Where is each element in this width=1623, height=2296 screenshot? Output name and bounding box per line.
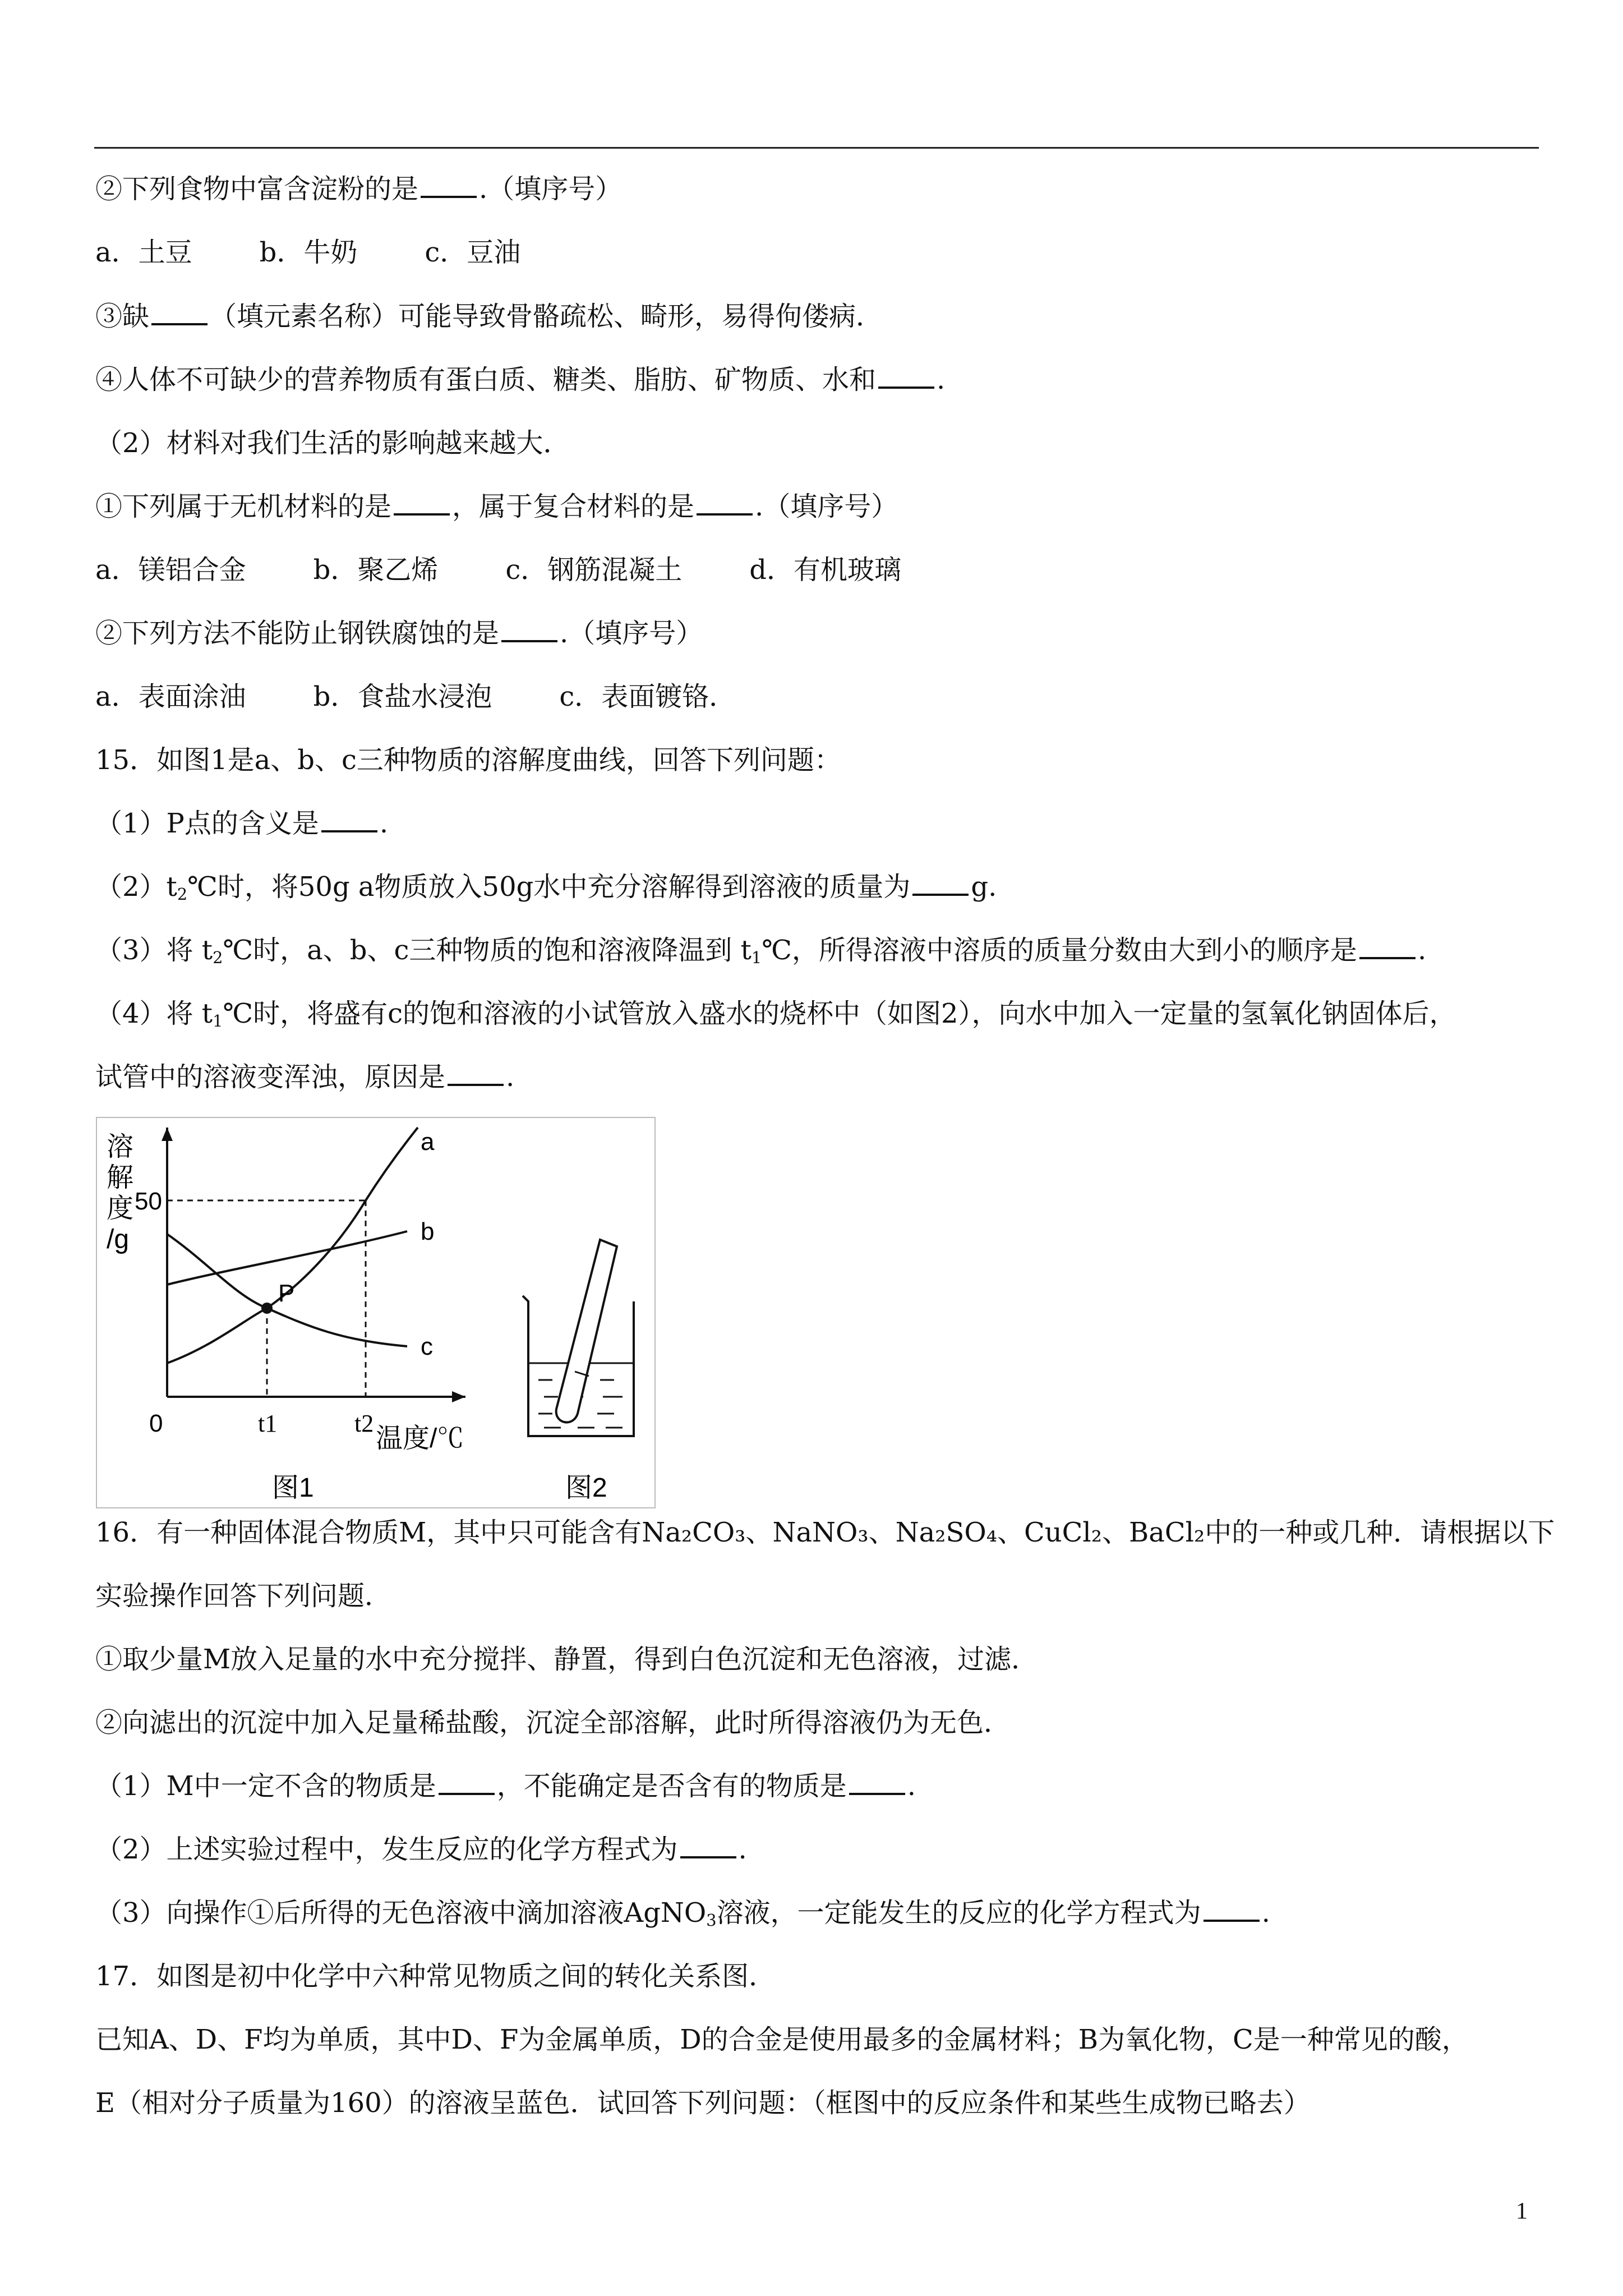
q14-item2-suffix: .（填序号）: [479, 173, 623, 205]
q16-p1: [95, 1768, 916, 1804]
q14-part2-item1-options: [95, 552, 901, 588]
q14-part2-item2: [95, 615, 703, 651]
curve-b: [167, 1231, 407, 1285]
q14-part2-item2-options: [95, 679, 736, 715]
answer-blank[interactable]: [1204, 1895, 1260, 1922]
q15-p1-suffix: .: [379, 808, 389, 839]
point-p-label: P: [278, 1280, 295, 1307]
option-a: a．镁铝合金: [95, 554, 246, 586]
q16-stem-text: 16．有一种固体混合物质M，其中只可能含有: [95, 1517, 642, 1548]
caption-figure-2: 图2: [565, 1473, 607, 1503]
ylabel-char: /g: [107, 1225, 130, 1254]
x-tick-t2: t2: [354, 1410, 374, 1437]
q16-p2-text: （2）上述实验过程中，发生反应的化学方程式为: [95, 1834, 678, 1865]
curve-c-label: c: [421, 1333, 433, 1360]
origin-label: 0: [149, 1410, 163, 1437]
answer-blank[interactable]: [439, 1768, 495, 1795]
q16-step1: ①取少量M放入足量的水中充分搅拌、静置，得到白色沉淀和无色溶液，过滤．: [95, 1644, 1039, 1675]
q14-item4-suffix: .: [937, 364, 946, 395]
solubility-figure: [95, 1116, 656, 1509]
option-b: b．聚乙烯: [313, 554, 439, 586]
subscript: 1: [213, 1011, 223, 1031]
q16-p3-text: （3）向操作①后所得的无色溶液中滴加溶液AgNO: [95, 1897, 707, 1929]
q16-p3-mid: 溶液，一定能发生的反应的化学方程式为: [716, 1897, 1201, 1929]
subscript: 1: [751, 948, 762, 968]
answer-blank[interactable]: [394, 489, 450, 516]
compound: Na₂SO₄: [895, 1517, 998, 1548]
q16-p3-suffix: .: [1261, 1897, 1270, 1929]
q15-p3-mid1: ℃时，a、b、c三种物质的饱和溶液降温到 t: [223, 935, 751, 966]
option-b: b．牛奶: [259, 237, 358, 268]
header-rule: [94, 147, 1539, 149]
q14-part2-item2-text: ②下列方法不能防止钢铁腐蚀的是: [95, 618, 500, 649]
q17-line3: E（相对分子质量为160）的溶液呈蓝色．试回答下列问题：（框图中的反应条件和某些生成物已略去）: [95, 2087, 1311, 2119]
q16-stem-rest: 中的一种或几种．请根据以下: [1205, 1517, 1555, 1548]
subscript: 2: [213, 948, 223, 968]
option-c: c．表面镀铬．: [559, 681, 736, 712]
q15-p4b: [95, 1059, 514, 1095]
q16-p1-mid: ，不能确定是否含有的物质是: [496, 1770, 847, 1802]
q16-p2-suffix: .: [738, 1834, 747, 1865]
q15-p4-rest: ℃时，将盛有c的饱和溶液的小试管放入盛水的烧杯中（如图2），向水中加入一定量的氢氧化钠固体后，: [223, 998, 1456, 1029]
q15-p2-text: （2）t: [95, 871, 177, 903]
q15-p1: [95, 806, 388, 841]
y-tick-50: 50: [135, 1188, 162, 1215]
q15-stem: 15．如图1是a、b、c三种物质的溶解度曲线，回答下列问题：: [95, 744, 841, 776]
test-tube: [556, 1240, 617, 1423]
q17-line2: 已知A、D、F均为单质，其中D、F为金属单质，D的合金是使用最多的金属材料；B为氧化物，C是一种常见的酸，: [95, 2024, 1469, 2055]
ylabel-char: 溶: [107, 1132, 134, 1162]
curve-b-label: b: [421, 1218, 435, 1245]
ylabel-char: 度: [107, 1194, 134, 1223]
answer-blank[interactable]: [421, 171, 477, 198]
option-c: c．钢筋混凝土: [505, 554, 683, 586]
subscript: 3: [706, 1911, 717, 1930]
q14-part2-item1-suffix: .（填序号）: [755, 491, 898, 522]
q16-stem-line1: 16．有一种固体混合物质M，其中只可能含有Na₂CO₃、NaNO₃、Na₂SO₄、CuCl₂、BaCl₂中的一种或几种．请根据以下: [95, 1517, 1555, 1548]
curve-a-label: a: [421, 1128, 435, 1156]
subscript: 2: [177, 885, 188, 904]
answer-blank[interactable]: [680, 1832, 736, 1858]
q14-item4-text: ④人体不可缺少的营养物质有蛋白质、糖类、脂肪、矿物质、水和: [95, 364, 877, 395]
q15-p4b-text: 试管中的溶液变浑浊，原因是: [95, 1061, 446, 1093]
x-axis-arrow: [452, 1391, 465, 1402]
q17-stem: 17．如图是初中化学中六种常见物质之间的转化关系图．: [95, 1961, 776, 1992]
q15-p2-mid: ℃时，将50g a物质放入50g水中充分溶解得到溶液的质量为: [187, 871, 911, 903]
q15-p4-text: （4）将 t: [95, 998, 213, 1029]
q16-p3: [95, 1895, 1270, 1938]
answer-blank[interactable]: [697, 489, 753, 516]
q15-p3-mid2: ℃，所得溶液中溶质的质量分数由大到小的顺序是: [762, 935, 1357, 966]
q15-p3-text: （3）将 t: [95, 935, 213, 966]
q14-part2-item1-mid: ，属于复合材料的是: [452, 491, 695, 522]
q16-p1-suffix: .: [907, 1770, 916, 1802]
q15-p3-suffix: .: [1417, 935, 1427, 966]
q16-p1-text: （1）M中一定不含的物质是: [95, 1770, 436, 1802]
answer-blank[interactable]: [501, 615, 557, 642]
compound: NaNO₃: [772, 1517, 869, 1548]
q14-part2-item1: [95, 489, 898, 524]
q14-part2-item2-suffix: .（填序号）: [560, 618, 703, 649]
y-axis-arrow: [162, 1128, 173, 1141]
page-number: 1: [1516, 2198, 1528, 2224]
q14-part2-item1-text: ①下列属于无机材料的是: [95, 491, 392, 522]
q14-item2-options: [95, 234, 520, 270]
point-p: [261, 1303, 273, 1314]
q16-p2: [95, 1832, 747, 1867]
option-d: d．有机玻璃: [749, 554, 901, 586]
x-tick-t1: t1: [258, 1410, 278, 1437]
answer-blank[interactable]: [912, 869, 969, 896]
ylabel-char: 解: [107, 1163, 134, 1193]
caption-figure-1: 图1: [272, 1473, 314, 1503]
x-axis-label: 温度/℃: [376, 1424, 464, 1453]
answer-blank[interactable]: [321, 806, 377, 832]
q14-item2: [95, 171, 622, 207]
q15-p1-text: （1）P点的含义是: [95, 808, 319, 839]
q14-item3-suffix: （填元素名称）可能导致骨骼疏松、畸形，易得佝偻病．: [210, 301, 883, 332]
q15-p4b-suffix: .: [506, 1061, 515, 1093]
option-c: c．豆油: [425, 237, 521, 268]
q14-item3-text: ③缺: [95, 301, 150, 332]
q15-p4a: [95, 996, 1456, 1039]
option-b: b．食盐水浸泡: [313, 681, 492, 712]
compound: CuCl₂: [1024, 1517, 1102, 1548]
option-a: a．土豆: [95, 237, 192, 268]
q16-stem-line2: 实验操作回答下列问题．: [95, 1580, 392, 1612]
q16-step2: ②向滤出的沉淀中加入足量稀盐酸，沉淀全部溶解，此时所得溶液仍为无色．: [95, 1707, 1011, 1738]
answer-blank[interactable]: [151, 298, 208, 325]
answer-blank[interactable]: [1359, 932, 1415, 959]
q14-item2-text: ②下列食物中富含淀粉的是: [95, 173, 419, 205]
compound: BaCl₂: [1129, 1517, 1205, 1548]
q15-p2-suffix: g.: [971, 871, 997, 903]
q15-p3: [95, 932, 1426, 976]
q15-p2: [95, 869, 997, 912]
curve-a: [167, 1128, 418, 1363]
q14-item4: [95, 362, 945, 398]
q14-part2: （2）材料对我们生活的影响越来越大．: [95, 427, 570, 459]
answer-blank[interactable]: [878, 362, 934, 389]
answer-blank[interactable]: [448, 1059, 504, 1086]
compound: Na₂CO₃: [642, 1517, 746, 1548]
q14-item3: [95, 298, 883, 334]
answer-blank[interactable]: [849, 1768, 905, 1795]
figure-svg: [95, 1116, 656, 1509]
option-a: a．表面涂油: [95, 681, 246, 712]
